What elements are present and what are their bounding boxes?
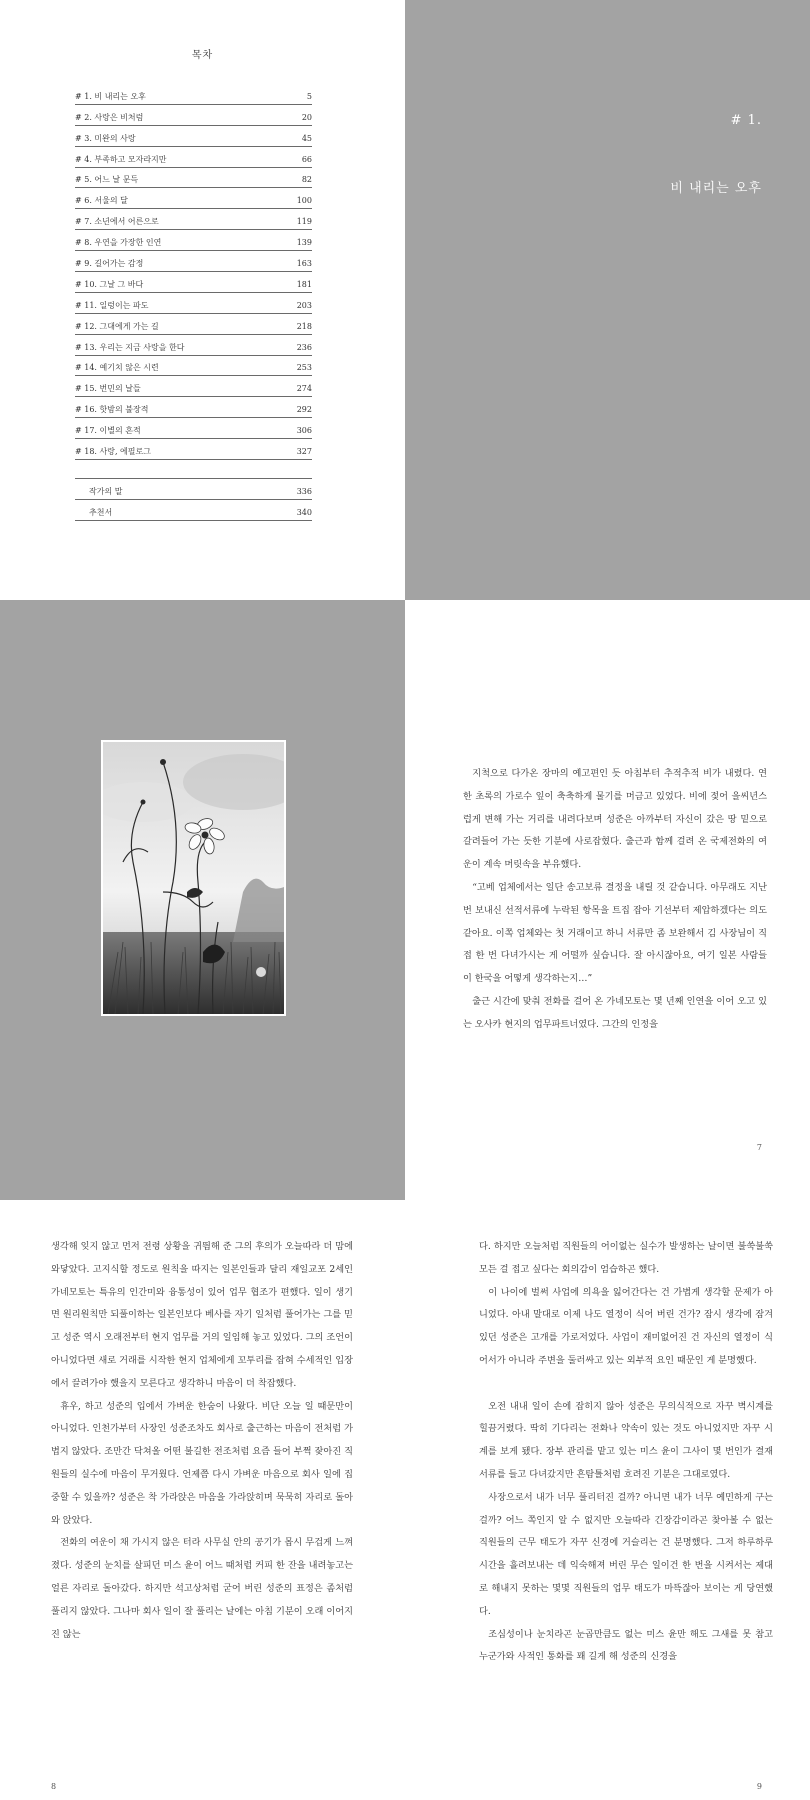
toc-entry-page: 119 — [296, 217, 312, 227]
paragraph: 지척으로 다가온 장마의 예고편인 듯 아침부터 추적추적 비가 내렸다. 연한 초록의 가로수 잎이 축축하게 물기를 머금고 있었다. 비에 젖어 을씨년스럽게 변해 가는 거리를 내려다보며 성준은 아까부터 자신이 갔은 땅 밑으로 갈려들어 가는 듯한 기분에 사로잡혔다. 출근과 함께 걸려 온 국제전화의 여운이 계속 머릿속을 부유했다. — [463, 768, 767, 871]
toc-entry-title: # 13. 우리는 지금 사랑을 한다 — [75, 342, 185, 352]
toc-extra-entry-title: 작가의 말 — [89, 486, 123, 496]
toc-entry — [75, 418, 312, 439]
toc-entry-title: # 14. 예기치 않은 시련 — [75, 363, 159, 373]
toc-entry — [75, 84, 312, 105]
toc-entry-title: # 17. 이별의 흔적 — [75, 426, 141, 436]
text-page-7 — [405, 600, 810, 1200]
toc-entry-page: 139 — [296, 238, 312, 248]
toc-entry — [75, 126, 312, 147]
toc-entry-page: 181 — [296, 279, 312, 289]
toc-entry-title: # 6. 서울의 달 — [75, 196, 128, 206]
paragraph: 출근 시간에 맞춰 전화를 걸어 온 가네모토는 몇 년째 인연을 이어 오고 있는 오사카 현지의 업무파트너였다. 그간의 인정을 — [463, 995, 767, 1030]
toc-entry — [75, 356, 312, 377]
toc-entry-page: 20 — [301, 112, 312, 122]
toc-entry — [75, 314, 312, 335]
page-7-body — [463, 763, 767, 1037]
toc-extras — [75, 478, 312, 521]
text-page-9 — [405, 1200, 810, 1800]
toc-extra-entry — [75, 479, 312, 500]
toc-entry-page: 45 — [301, 133, 312, 143]
toc-entry-title: # 15. 번민의 날들 — [75, 384, 141, 394]
photo-page — [0, 600, 405, 1200]
toc-entry-page: 82 — [301, 175, 312, 185]
paragraph: 사장으로서 내가 너무 풀리터진 걸까? 아니면 내가 너무 예민하게 구는 걸까? 어느 쪽인지 알 수 없지만 오늘따라 긴장감이라곤 찾아볼 수 없는 직원들의 근무 태도가 자꾸 신경에 거슬리는 건 분명했다. 그저 하루하루 시간을 흘려보내는 데 익숙해져 버린 무슨 일이건 한 번을 시켜서는 제대로 해내지 못하는 몇몇 직원들의 업무 태도가 마뜩잖아 보이는 게 당연했다. — [479, 1491, 773, 1617]
chapter-title-page — [405, 0, 810, 600]
toc-entry-title: # 8. 우연을 가장한 인연 — [75, 238, 162, 248]
toc-entry — [75, 439, 312, 460]
paragraph: 오전 내내 일이 손에 잡히지 않아 성준은 무의식적으로 자꾸 벽시계를 힐끔거렸다. 딱히 기다리는 전화나 약속이 있는 것도 아니었지만 자꾸 시계를 보게 됐다. 장부 관리를 맡고 있는 미스 윤이 그사이 몇 번인가 결재서류를 들고 다녀갔지만 흔탐틀처럼 흐려진 기분은 그대로였다. — [479, 1400, 773, 1480]
toc-entry-title: # 2. 사랑은 비처럼 — [75, 112, 144, 122]
toc-entry-title: # 3. 미완의 사랑 — [75, 133, 136, 143]
toc-entry-page: 203 — [296, 300, 312, 310]
paragraph: 생각해 잊지 않고 먼저 전령 상황을 귀띔해 준 그의 후의가 오늘따라 더 맘에 와닿았다. 고지식할 정도로 원칙을 따지는 일본인들과 달리 재일교포 2세인 가네모토는 특유의 인간미와 융통성이 있어 업무 협조가 편했다. 일이 생기면 원리원칙만 되풀이하는 일본인보다 베사를 자기 일처럼 풀어가는 그를 믿고 성준 역시 오래전부터 현지 업무를 거의 일임해 놓고 있었다. 그의 조언이 아니었다면 새로 거래를 시작한 현지 업체에게 꼬투리를 잡혀 수세적인 입장에서 끌려가야 했을지 모른다고 생각하니 마음이 더 착잡했다. — [51, 1241, 353, 1389]
toc-extra-entry-page: 336 — [296, 486, 312, 496]
toc-entry-page: 5 — [306, 91, 312, 101]
paragraph: 휴우, 하고 성준의 입에서 가벼운 한숨이 나왔다. 비단 오늘 일 때문만이 아니었다. 인천가부터 사장인 성준조차도 회사로 출근하는 마음이 전처럼 가볍지 않았다. 조만간 닥쳐올 어떤 불길한 전조처럼 요즘 들어 부쩍 잦아진 직원들의 실수에 마음이 무거웠다. 언제쯤 다시 가벼운 마음으로 회사 일에 집중할 수 있을까? 성준은 착 가라앉은 마음을 가라앉히며 묵묵히 자리로 돌아와 앉았다. — [51, 1400, 353, 1526]
toc-entry-page: 66 — [301, 154, 312, 164]
toc-entry — [75, 376, 312, 397]
toc-entry — [75, 188, 312, 209]
text-page-8 — [0, 1200, 405, 1800]
toc-entry-page: 292 — [296, 405, 312, 415]
page-number-7: 7 — [756, 1143, 762, 1152]
toc-extra-entry-page: 340 — [296, 507, 312, 517]
toc-entry-title: # 1. 비 내리는 오후 — [75, 91, 146, 101]
cosmos-flower-photo — [101, 740, 286, 1016]
toc-entry — [75, 335, 312, 356]
toc-entry-title: # 12. 그대에게 가는 길 — [75, 321, 159, 331]
paragraph: 전화의 여운이 채 가시지 않은 터라 사무실 안의 공기가 몹시 무겁게 느껴졌다. 성준의 눈치를 살피던 미스 윤이 어느 때처럼 커피 한 잔을 내려놓고는 얼른 자리로 돌아갔다. 하지만 석고상처럼 굳어 버린 성준의 표정은 좀처럼 풀리지 않았다. 그나마 회사 일이 잘 풀리는 날에는 아침 기분이 오래 이어지진 않는 — [51, 1537, 353, 1640]
paragraph: 다. 하지만 오늘처럼 직원들의 어이없는 실수가 발생하는 날이면 불쑥불쑥 모든 걸 접고 싶다는 회의감이 엄습하곤 했다. — [479, 1241, 773, 1275]
toc-entry-page: 236 — [296, 342, 312, 352]
toc-entry — [75, 293, 312, 314]
toc-entry-title: # 5. 어느 날 문득 — [75, 175, 139, 185]
page-8-body — [51, 1236, 353, 1646]
toc-entry-title: # 9. 길어가는 감정 — [75, 259, 144, 269]
toc-entry — [75, 147, 312, 168]
toc-extra-entry-title: 추천서 — [89, 507, 113, 517]
section-break — [479, 1373, 773, 1396]
toc-entry-page: 163 — [296, 259, 312, 269]
toc-entry-page: 274 — [296, 384, 312, 394]
page-number-8: 8 — [51, 1782, 57, 1791]
chapter-number: # 1. — [730, 113, 762, 128]
toc-entry — [75, 397, 312, 418]
toc-entry-title: # 10. 그날 그 바다 — [75, 279, 144, 289]
paragraph: “고베 업체에서는 일단 송고보류 결정을 내릴 것 같습니다. 아무래도 지난번 보내신 선적서류에 누락된 항목을 트집 잡아 기선부터 제압하겠다는 의도 같아요. 이쪽 업체와는 첫 거래이고 하니 서류만 좀 보완해서 김 사장님이 직접 한 번 다녀가시는 게 어떨까 싶습니다. 잘 아시잖아요, 여기 일본 사람들이 한국을 어떻게 생각하는지…” — [463, 881, 767, 985]
toc-entry — [75, 272, 312, 293]
toc-entry — [75, 251, 312, 272]
toc-entry-page: 218 — [296, 321, 312, 331]
toc-entry-page: 253 — [296, 363, 312, 373]
toc-title: 목차 — [191, 50, 214, 61]
paragraph: 조심성이나 눈치라곤 눈곱만큼도 없는 미스 윤만 해도 그새를 못 참고 누군가와 사적인 통화를 꽤 길게 해 성준의 신경을 — [479, 1628, 773, 1663]
toc-entry-page: 306 — [296, 426, 312, 436]
toc-entry-title: # 7. 소년에서 어른으로 — [75, 217, 159, 227]
toc-page — [0, 0, 405, 600]
page-9-body — [479, 1236, 773, 1669]
toc-list — [75, 84, 312, 460]
page-number-9: 9 — [756, 1782, 762, 1791]
toc-entry-page: 100 — [296, 196, 312, 206]
chapter-title: 비 내리는 오후 — [670, 181, 762, 196]
toc-entry — [75, 209, 312, 230]
toc-entry — [75, 168, 312, 189]
toc-entry-page: 327 — [296, 447, 312, 457]
toc-entry-title: # 4. 부족하고 모자라지만 — [75, 154, 167, 164]
toc-entry — [75, 230, 312, 251]
toc-entry — [75, 105, 312, 126]
toc-entry-title: # 18. 사랑, 에필로그 — [75, 447, 151, 457]
toc-entry-title: # 16. 핫밤의 불장적 — [75, 405, 149, 415]
toc-extra-entry — [75, 500, 312, 521]
toc-entry-title: # 11. 일렁이는 파도 — [75, 300, 149, 310]
cosmos-flower-illustration — [103, 742, 284, 1014]
paragraph: 이 나이에 벌써 사업에 의욕을 잃어간다는 건 가볍게 생각할 문제가 아니었다. 아내 말대로 이제 나도 열정이 식어 버린 건가? 잠시 생각에 잠겨있던 성준은 고개를 가로저었다. 사업이 재미없어진 건 자신의 열정이 식어서가 아니라 주변을 둘러싸고 있는 외부적 요인 때문인 게 분명했다. — [479, 1286, 773, 1366]
